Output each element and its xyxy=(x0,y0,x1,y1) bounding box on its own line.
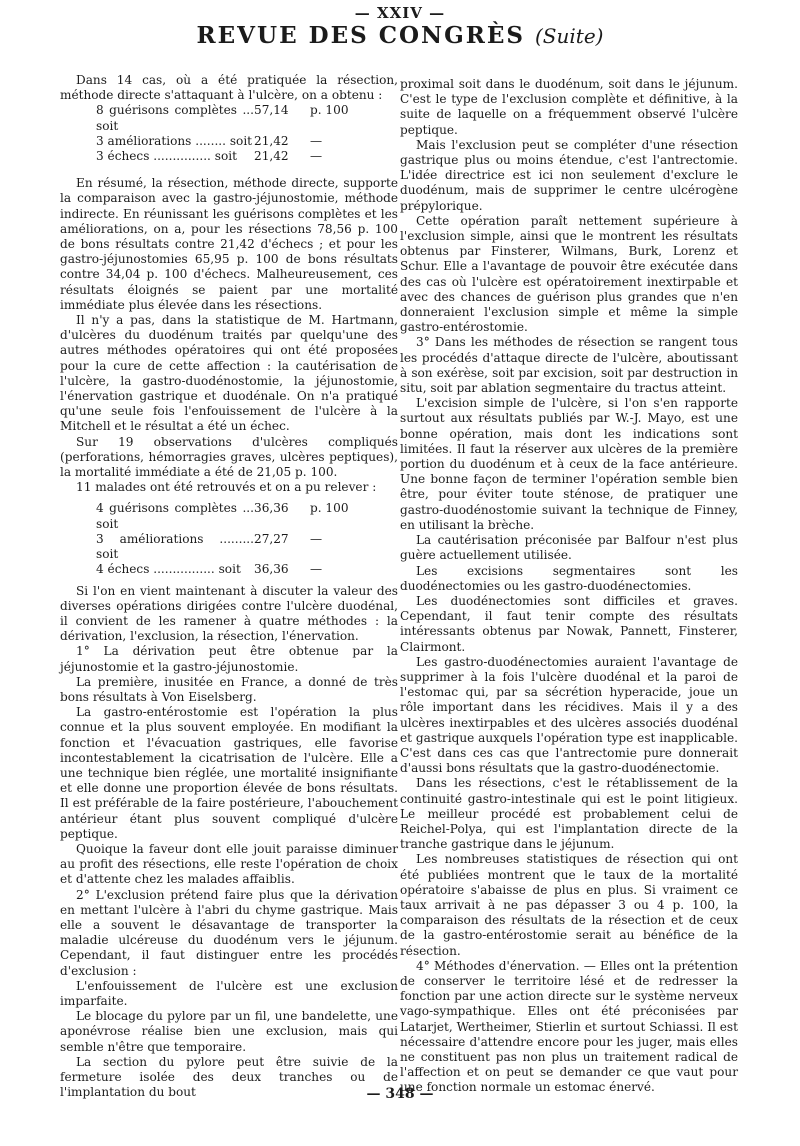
stat-label: 3 améliorations ........ soit xyxy=(96,133,253,148)
stat-label: 3 échecs ............... soit xyxy=(96,149,237,164)
stat-unit: p. 100 xyxy=(310,501,349,516)
stat-unit: — xyxy=(310,531,323,546)
page-number: — 348 — xyxy=(366,1086,434,1102)
paragraph: 4° Méthodes d'énervation. — Elles ont la prétention de conserver le territoire lésé et de redresser la fonction par une action directe sur le système nerveux vago-sympathique. Elles ont été préconisées par Latarjet, Wertheimer, Stierlin et surtout Schiassi. Il est nécessaire d'attendre encore pour les juger, mais elles ne constituent pas non plus un traitement radical de l'affection et on peut se demander ce que vaut pour une fonction normale un estomac énervé. xyxy=(400,958,738,1095)
paragraph: Les nombreuses statistiques de résection qui ont été publiées montrent que le taux de la mortalité opératoire s'abaisse de plus en plus. Si vraiment ce taux arrivait à ne pas dépasser 3 ou 4 p. 100, la comparaison des résultats de la résection et de ceux de la gastro-entérostomie serait au bénéfice de la résection. xyxy=(400,852,738,958)
stat-row xyxy=(96,562,398,577)
paragraph: Il n'y a pas, dans la statistique de M. Hartmann, d'ulcères du duodénum traités par quelqu'une des autres méthodes opératoires qui ont été proposées pour la cure de cette affection : la cautérisation de l'ulcère, la gastro-duodénostomie, la jéjunostomie, l'énervation gastrique et duodénale. On n'a pratiqué qu'une seule fois l'enfouissement de l'ulcère à la Mitchell et le résultat a été un échec. xyxy=(60,313,398,434)
stat-row xyxy=(96,149,398,164)
paragraph: Si l'on en vient maintenant à discuter la valeur des diverses opérations dirigées contre l'ulcère duodénal, il convient de les ramener à quatre méthodes : la dérivation, l'exclusion, la résection, l'énervation. xyxy=(60,583,398,644)
stat-unit: p. 100 xyxy=(310,103,349,118)
paragraph: La section du pylore peut être suivie de la fermeture isolée des deux tranches ou de l'implantation du bout xyxy=(60,1054,398,1100)
paragraph: 3° Dans les méthodes de résection se rangent tous les procédés d'attaque directe de l'ulcère, aboutissant à son exérèse, soit par excision, soit par destruction in situ, soit par ablation segmentaire du tractus atteint. xyxy=(400,335,738,396)
stat-row xyxy=(96,532,398,562)
stat-value: 36,36 xyxy=(254,562,289,577)
right-column xyxy=(400,77,738,1096)
paragraph: 2° L'exclusion prétend faire plus que la dérivation en mettant l'ulcère à l'abri du chyme gastrique. Mais elle a souvent le désavantage de transporter la maladie ulcéreuse du duodénum vers le jéjunum. Cependant, il faut distinguer entre les procédés d'exclusion : xyxy=(60,887,398,978)
stat-value: 21,42 xyxy=(254,133,289,148)
page-folio: — XXIV — xyxy=(354,4,446,22)
stat-value: 21,42 xyxy=(254,149,289,164)
title-suffix: (Suite) xyxy=(535,24,604,48)
stat-label: 4 guérisons complètes ... soit xyxy=(96,501,254,531)
paragraph: Mais l'exclusion peut se compléter d'une résection gastrique plus ou moins étendue, c'est l'antrectomie. L'idée directrice est ici non seulement d'exclure le duodénum, mais de supprimer le centre ulcérogène prépylorique. xyxy=(400,137,738,213)
stat-unit: — xyxy=(310,133,323,148)
stats-list-2 xyxy=(60,501,398,577)
page-title xyxy=(0,22,800,49)
paragraph: La gastro-entérostomie est l'opération la plus connue et la plus souvent employée. En modifiant la fonction et l'évacuation gastriques, elle favorise incontestablement la cicatrisation de l'ulcère. Elle a une technique bien réglée, une mortalité insignifiante et elle donne une proportion élevée de bons résultats. Il est préférable de la faire postérieure, l'abouchement antérieur étant plus souvent compliqué d'ulcère peptique. xyxy=(60,705,398,841)
paragraph: Les excisions segmentaires sont les duodénectomies ou les gastro-duodénectomies. xyxy=(400,563,738,593)
paragraph: L'excision simple de l'ulcère, si l'on s'en rapporte surtout aux résultats publiés par W.-J. Mayo, est une bonne opération, mais dont les indications sont limitées. Il faut la réserver aux ulcères de la première portion du duodénum et à ceux de la face antérieure. Une bonne façon de terminer l'opération semble bien être, pour éviter toute sténose, de pratiquer une gastro-duodénostomie suivant la technique de Finney, en utilisant la brèche. xyxy=(400,396,738,532)
stats-list-1 xyxy=(60,103,398,164)
stat-label: 8 guérisons complètes ... soit xyxy=(96,103,254,133)
stat-value: 36,36 xyxy=(254,501,289,516)
left-column xyxy=(60,73,398,1100)
paragraph: La première, inusitée en France, a donné de très bons résultats à Von Eiselsberg. xyxy=(60,674,398,704)
title-text: REVUE DES CONGRÈS xyxy=(196,22,525,49)
paragraph: En résumé, la résection, méthode directe, supporte la comparaison avec la gastro-jéjunostomie, méthode indirecte. En réunissant les guérisons complètes et les améliorations, on a, pour les résections 78,56 p. 100 de bons résultats contre 21,42 d'échecs ; et pour les gastro-jéjunostomies 65,95 p. 100 de bons résultats contre 34,04 p. 100 d'échecs. Malheureusement, ces résultats éloignés se paient par une mortalité immédiate plus élevée dans les résections. xyxy=(60,176,398,312)
stat-row xyxy=(96,103,398,133)
paragraph: Les gastro-duodénectomies auraient l'avantage de supprimer à la fois l'ulcère duodénal et la paroi de l'estomac qui, par sa sécrétion hyperacide, joue un rôle important dans les récidives. Mais il y a des ulcères inextirpables et des ulcères associés duodénal et gastrique auxquels l'opération type est inapplicable. C'est dans ces cas que l'antrectomie pure donnerait d'aussi bons résultats que la gastro-duodénectomie. xyxy=(400,654,738,776)
stat-label: 3 améliorations ......... soit xyxy=(96,531,254,562)
stat-unit: — xyxy=(310,149,323,164)
paragraph: Cette opération paraît nettement supérieure à l'exclusion simple, ainsi que le montrent les résultats obtenus par Finsterer, Wilmans, Burk, Lorenz et Schur. Elle a l'avantage de pouvoir être exécutée dans des cas où l'ulcère est opératoirement inextirpable et avec des chances de guérison plus grandes que n'en donneraient l'exclusion simple et même la simple gastro-entérostomie. xyxy=(400,213,738,335)
stat-value: 27,27 xyxy=(254,531,289,546)
stat-row xyxy=(96,134,398,149)
paragraph: L'enfouissement de l'ulcère est une exclusion imparfaite. xyxy=(60,978,398,1008)
stat-label: 4 échecs ................ soit xyxy=(96,562,241,577)
stat-unit: — xyxy=(310,562,323,577)
paragraph: Dans 14 cas, où a été pratiquée la résection, méthode directe s'attaquant à l'ulcère, on a obtenu : xyxy=(60,73,398,103)
paragraph: 11 malades ont été retrouvés et on a pu relever : xyxy=(76,480,377,495)
paragraph: Sur 19 observations d'ulcères compliqués (perforations, hémorragies graves, ulcères peptiques), la mortalité immédiate a été de 21,05 p. 100. xyxy=(60,434,398,480)
paragraph: proximal soit dans le duodénum, soit dans le jéjunum. C'est le type de l'exclusion complète et définitive, à la suite de laquelle on a fréquemment observé l'ulcère peptique. xyxy=(400,77,738,137)
paragraph: La cautérisation préconisée par Balfour n'est plus guère actuellement utilisée. xyxy=(400,533,738,563)
stat-row xyxy=(96,501,398,531)
paragraph: Les duodénectomies sont difficiles et graves. Cependant, il faut tenir compte des résultats intéressants obtenus par Nowak, Pannett, Finsterer, Clairmont. xyxy=(400,593,738,654)
paragraph: Le blocage du pylore par un fil, une bandelette, une aponévrose réalise bien une exclusion, mais qui semble n'être que temporaire. xyxy=(60,1009,398,1054)
paragraph: Quoique la faveur dont elle jouit paraisse diminuer au profit des résections, elle reste l'opération de choix et d'attente chez les malades affaiblis. xyxy=(60,841,398,887)
paragraph: 1° La dérivation peut être obtenue par la jéjunostomie et la gastro-jéjunostomie. xyxy=(60,644,398,674)
stat-value: 57,14 xyxy=(254,103,289,118)
paragraph: Dans les résections, c'est le rétablissement de la continuité gastro-intestinale qui est le point litigieux. Le meilleur procédé est probablement celui de Reichel-Polya, qui est l'implantation directe de la tranche gastrique dans le jéjunum. xyxy=(400,776,738,852)
